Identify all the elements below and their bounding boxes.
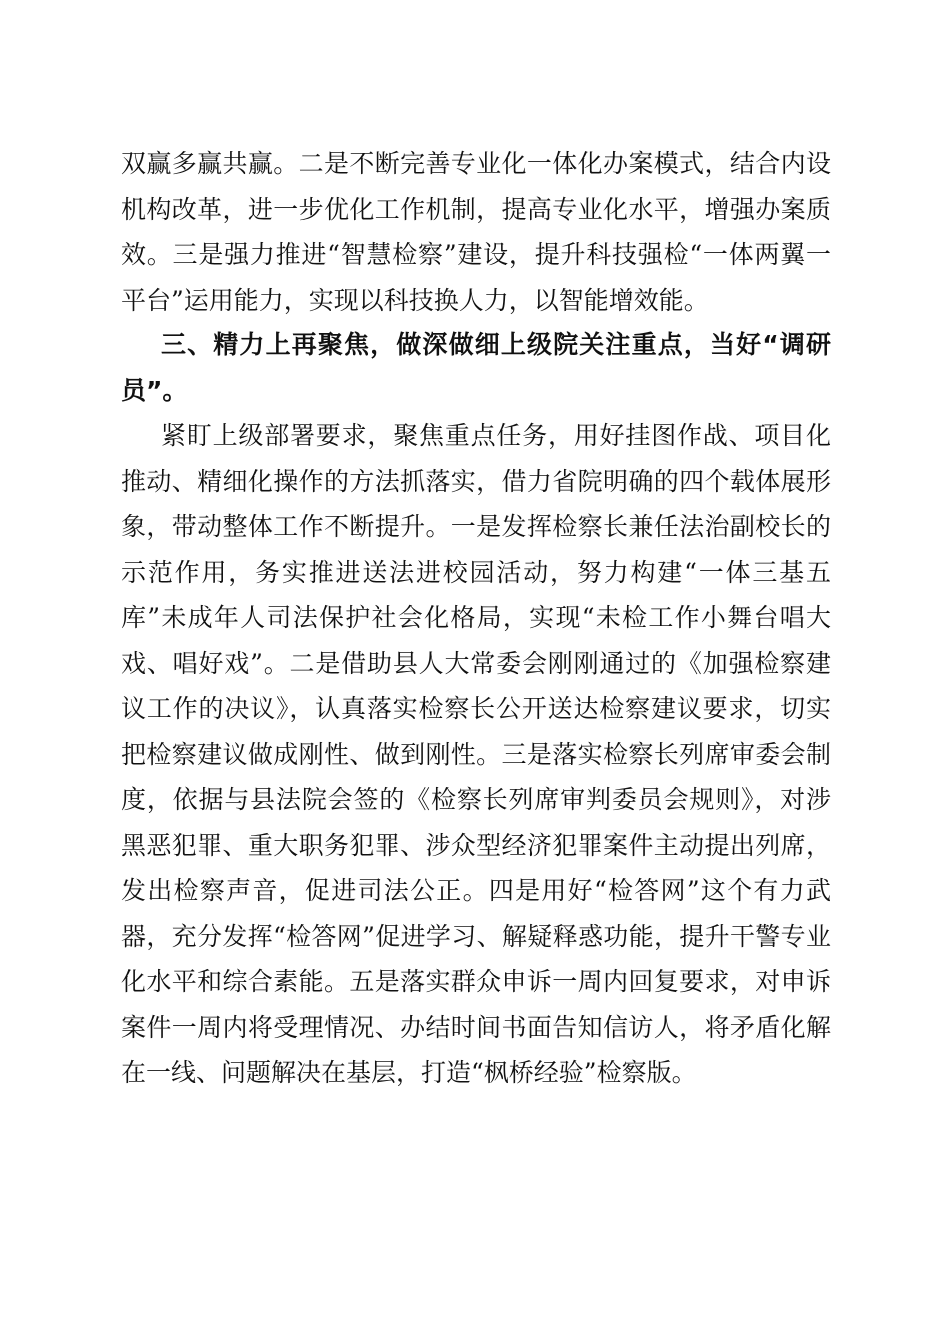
body-paragraph: 紧盯上级部署要求，聚焦重点任务，用好挂图作战、项目化推动、精细化操作的方法抓落实，借力省院明确的四个载体展形象，带动整体工作不断提升。一是发挥检察长兼任法治副校长的示范作用，务实推进送法进校园活动，努力构建“一体三基五库”未成年人司法保护社会化格局，实现“未检工作小舞台唱大戏、唱好戏”。二是借助县人大常委会刚刚通过的《加强检察建议工作的决议》，认真落实检察长公开送达检察建议要求，切实把检察建议做成刚性、做到刚性。三是落实检察长列席审委会制度，依据与县法院会签的《检察长列席审判委员会规则》，对涉黑恶犯罪、重大职务犯罪、涉众型经济犯罪案件主动提出列席，发出检察声音，促进司法公正。四是用好“检答网”这个有力武器，充分发挥“检答网”促进学习、解疑释惑功能，提升干警专业化水平和综合素能。五是落实群众申诉一周内回复要求，对申诉案件一周内将受理情况、办结时间书面告知信访人，将矛盾化解在一线、问题解决在基层，打造“枫桥经验”检察版。 — [121, 421, 831, 1087]
section-heading: 三、精力上再聚焦，做深做细上级院关注重点，当好“调研员”。 — [121, 330, 831, 405]
body-paragraph: 双赢多赢共赢。二是不断完善专业化一体化办案模式，结合内设机构改革，进一步优化工作机制，提高专业化水平，增强办案质效。三是强力推进“智慧检察”建设，提升科技强检“一体两翼一平台”运用能力，实现以科技换人力，以智能增效能。 — [121, 149, 831, 315]
